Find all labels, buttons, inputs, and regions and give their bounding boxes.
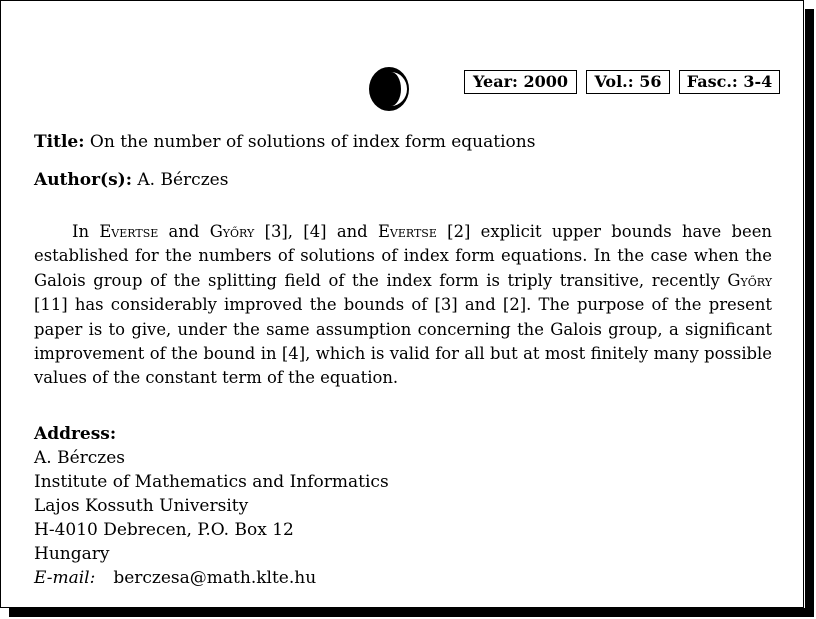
author-name-evertse: Evertse <box>377 222 437 241</box>
abstract-text-2: and <box>158 222 210 241</box>
journal-logo-icon <box>367 66 411 112</box>
address-line: Institute of Mathematics and Informatics <box>34 472 389 492</box>
address-label: Address: <box>34 424 117 444</box>
year-box: Year: 2000 <box>464 70 577 94</box>
fascicle-box: Fasc.: 3-4 <box>679 70 780 94</box>
abstract-text-3: [3], [4] and <box>254 222 378 241</box>
address-line: Hungary <box>34 544 110 564</box>
author-label: Author(s): <box>34 170 132 190</box>
author-name-evertse: Evertse <box>99 222 159 241</box>
abstract-text-4: [2] explicit upper bounds have been established for the numbers of solutions of index form equations. In the case when the Galois group of the splitting field of the index form is triply transitive, recently <box>34 222 772 290</box>
author-line <box>34 170 228 190</box>
email-label: E-mail: <box>34 568 96 588</box>
card-shadow-bottom <box>9 608 814 617</box>
title-label: Title: <box>34 132 85 152</box>
title-value: On the number of solutions of index form equations <box>89 132 536 152</box>
author-name-gyory: Győry <box>727 270 772 290</box>
author-value: A. Bérczes <box>137 170 229 190</box>
volume-box: Vol.: 56 <box>586 70 670 94</box>
email-line <box>34 566 389 590</box>
address-line: H-4010 Debrecen, P.O. Box 12 <box>34 520 294 540</box>
title-line <box>34 132 535 152</box>
address-line: A. Bérczes <box>34 448 126 468</box>
address-block <box>34 422 389 590</box>
abstract-text-5: [11] has considerably improved the bounds of [3] and [2]. The purpose of the present paper is to give, under the same assumption concerning the Galois group, a significant improvement of the bound in [4], which is valid for all but at most finitely many possible values of the constant term of the equation. <box>34 295 772 388</box>
abstract <box>34 220 772 391</box>
author-name-gyory: Győry <box>209 222 255 241</box>
abstract-text-1: In <box>72 222 100 241</box>
card-shadow-right <box>805 9 814 616</box>
address-line: Lajos Kossuth University <box>34 496 249 516</box>
email-address: berczesa@math.klte.hu <box>113 568 317 588</box>
